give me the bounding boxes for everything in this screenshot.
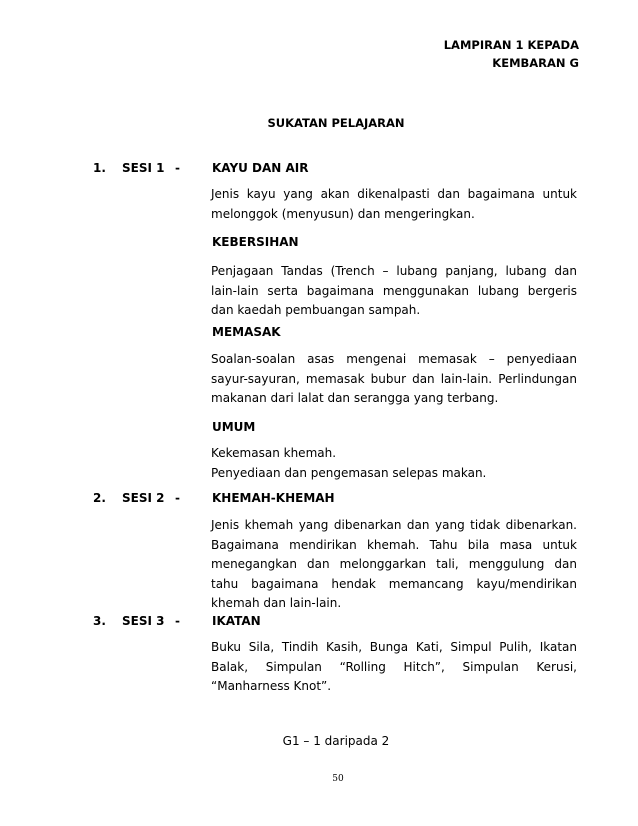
session-3-number: 3. bbox=[93, 614, 106, 628]
annex-header bbox=[444, 36, 579, 72]
session-2-number: 2. bbox=[93, 491, 106, 505]
session-3-label: SESI 3 bbox=[122, 614, 165, 628]
annex-header-line1: LAMPIRAN 1 KEPADA bbox=[443, 38, 579, 52]
section-text-kayu-dan-air: Jenis kayu yang akan dikenalpasti dan bagaimana untuk melonggok (menyusun) dan mengeringkan. bbox=[211, 187, 577, 221]
session-1-label: SESI 1 bbox=[122, 161, 165, 175]
session-1-number: 1. bbox=[93, 161, 106, 175]
section-text-ikatan: Buku Sila, Tindih Kasih, Bunga Kati, Simpul Pulih, Ikatan Balak, Simpulan “Rolling Hitch”, Simpulan Kerusi, “Manharness Knot”. bbox=[211, 640, 577, 693]
section-text-umum bbox=[211, 444, 577, 483]
section-text-memasak: Soalan-soalan asas mengenai memasak – penyediaan sayur-sayuran, memasak bubur dan lain-lain. Perlindungan makanan dari lalat dan serangga yang terbang. bbox=[211, 352, 577, 405]
section-heading-kayu-dan-air: KAYU DAN AIR bbox=[212, 161, 309, 175]
umum-line-1: Kekemasan khemah. bbox=[211, 446, 337, 460]
page-footer: G1 – 1 daripada 2 bbox=[282, 734, 390, 748]
document-title: SUKATAN PELAJARAN bbox=[267, 116, 405, 130]
section-heading-kebersihan: KEBERSIHAN bbox=[212, 235, 299, 249]
page-number: 50 bbox=[332, 774, 344, 784]
section-heading-khemah-khemah: KHEMAH-KHEMAH bbox=[212, 491, 335, 505]
section-heading-umum: UMUM bbox=[212, 420, 256, 434]
umum-line-2: Penyediaan dan pengemasan selepas makan. bbox=[211, 465, 487, 480]
annex-header-line2: KEMBARAN G bbox=[492, 56, 579, 70]
section-heading-ikatan: IKATAN bbox=[212, 614, 261, 628]
section-heading-memasak: MEMASAK bbox=[212, 325, 281, 339]
section-text-khemah-khemah: Jenis khemah yang dibenarkan dan yang tidak dibenarkan. Bagaimana mendirikan khemah. Tahu bila masa untuk menegangkan dan melonggarkan tali, menggulung dan tahu bagaimana hendak memancang kayu/mendirikan khemah dan lain-lain. bbox=[211, 518, 577, 610]
session-1-dash: - bbox=[175, 161, 180, 175]
session-2-dash: - bbox=[175, 491, 180, 505]
session-2-label: SESI 2 bbox=[122, 491, 165, 505]
section-text-kebersihan: Penjagaan Tandas (Trench – lubang panjang, lubang dan lain-lain serta bagaimana menggunakan lubang bergeris dan kaedah pembuangan sampah. bbox=[211, 264, 577, 317]
session-3-dash: - bbox=[175, 614, 180, 628]
